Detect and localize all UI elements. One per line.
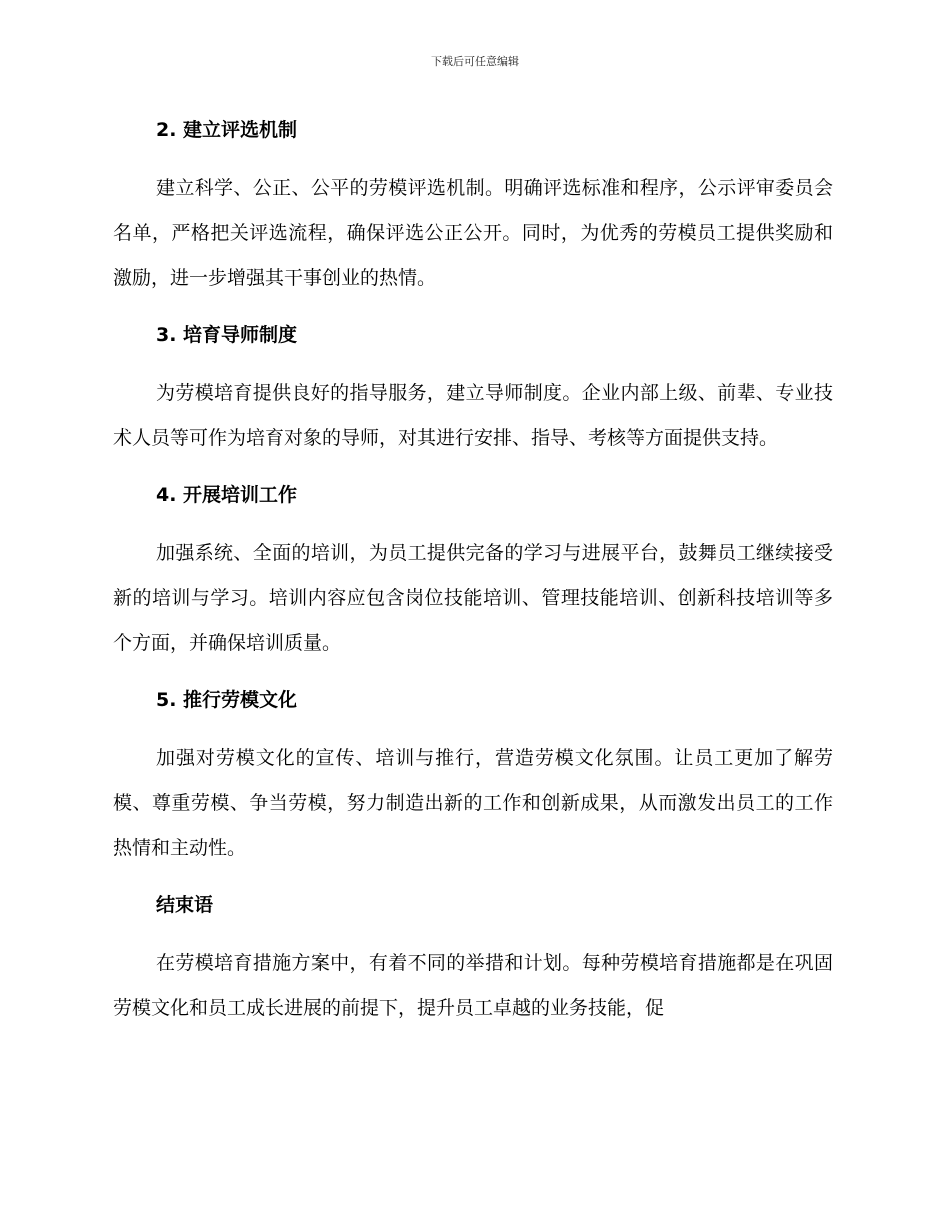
document-body [113, 110, 833, 1045]
section-paragraph: 建立科学、公正、公平的劳模评选机制。明确评选标准和程序，公示评审委员会名单，严格把关评选流程，确保评选公正公开。同时，为优秀的劳模员工提供奖励和激励，进一步增强其干事创业的热情。 [113, 177, 833, 289]
section-heading: 2. 建立评选机制 [156, 119, 298, 141]
section-paragraph: 在劳模培育措施方案中，有着不同的举措和计划。每种劳模培育措施都是在巩固劳模文化和员工成长进展的前提下，提升员工卓越的业务技能，促 [113, 952, 833, 1019]
section-heading: 3. 培育导师制度 [156, 324, 298, 346]
section-paragraph: 加强对劳模文化的宣传、培训与推行，营造劳模文化氛围。让员工更加了解劳模、尊重劳模、争当劳模，努力制造出新的工作和创新成果，从而激发出员工的工作热情和主动性。 [113, 747, 833, 859]
section-heading: 结束语 [156, 894, 214, 916]
section-heading: 4. 开展培训工作 [156, 484, 298, 506]
page-header: 下载后可任意编辑 [431, 55, 519, 68]
section-paragraph: 加强系统、全面的培训，为员工提供完备的学习与进展平台，鼓舞员工继续接受新的培训与学习。培训内容应包含岗位技能培训、管理技能培训、创新科技培训等多个方面，并确保培训质量。 [113, 542, 833, 654]
section-heading: 5. 推行劳模文化 [156, 689, 298, 711]
section-paragraph: 为劳模培育提供良好的指导服务，建立导师制度。企业内部上级、前辈、专业技术人员等可作为培育对象的导师，对其进行安排、指导、考核等方面提供支持。 [113, 382, 833, 449]
